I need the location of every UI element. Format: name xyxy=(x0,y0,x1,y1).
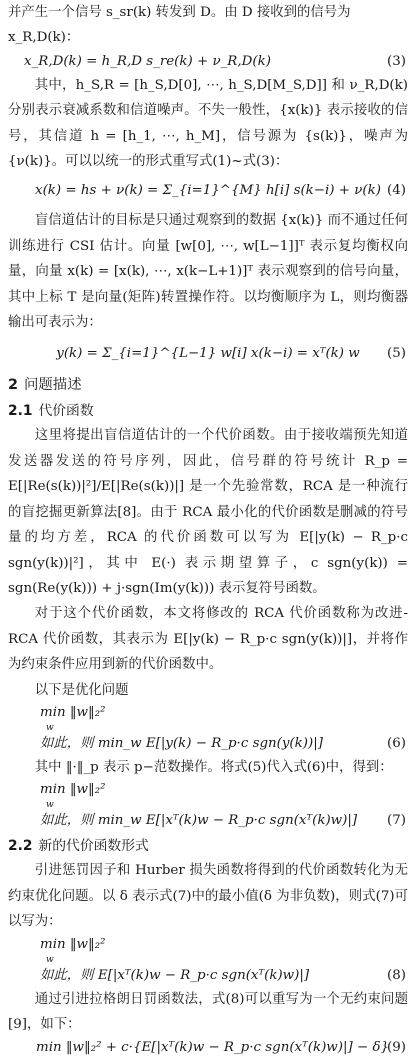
paragraph-intro-line-2: x_R,D(k)： xyxy=(8,30,80,46)
equation-8 xyxy=(8,965,408,987)
paragraph-penalty-factor: 引进惩罚因子和 Hurber 损失函数将得到的代价函数转化为无约束优化问题。以 δ 表示式(7)中的最小值(δ 为非负数)，则式(7)可以写为： xyxy=(8,863,408,930)
equation-3 xyxy=(8,51,408,73)
paragraph-improved-rca: 对于这个代价函数，本文将修改的 RCA 代价函数称为改进-RCA 代价函数，其表示为 E[|y(k) − R_p·c sgn(y(k))|]，并将作为约束条件应用到新的代价函数中。 xyxy=(8,606,408,673)
paragraph-norm-definition: 其中 ‖·‖_p 表示 p−范数操作。将式(5)代入式(6)中，得到： xyxy=(34,759,393,775)
equation-7 xyxy=(8,810,408,832)
subsection-2-1-heading xyxy=(8,399,408,423)
minimize-expression-b xyxy=(8,780,408,810)
equation-4 xyxy=(8,180,408,202)
minimize-a-subscript: w xyxy=(46,722,54,733)
minimize-b-body: min ‖w‖₂² xyxy=(40,782,106,798)
subsection-2-1-number: 2.1 xyxy=(8,403,33,420)
paragraph-cost-function: 这里将提出盲信道估计的一个代价函数。由于接收端预先知道发送器发送的符号序列，因此，信号群的符号统计 R_p = E[|Re(s(k))|²]/E[|Re(s(k))|] 是一个先验常数，RCA 是一种流行的盲挖掘更新算法[8]。由于 RCA 最小化的代价函数是删减的符号量的均方差，RCA 的代价函数可以写为 E[|y(k) − R_p·c sgn(y(k))|²]，其中 E(·) 表示期望算子，c sgn(y(k)) = sgn(Re(y(k))) + j·sgn(Im(y(k))) 表示复符号函数。 xyxy=(8,428,408,596)
minimize-a-body: min ‖w‖₂² xyxy=(40,704,106,720)
equation-3-number: (3) xyxy=(387,53,406,69)
equation-9-body: min ‖w‖₂² + c·{E[|xᵀ(k)w − R_p·c sgn(xᵀ(k)w)|] − δ} xyxy=(36,1040,390,1056)
equation-6-number: (6) xyxy=(387,735,406,751)
subsection-2-2-heading xyxy=(8,834,408,858)
equation-5 xyxy=(8,343,408,365)
section-2-heading xyxy=(8,373,408,398)
paragraph-blind-estimation: 盲信道估计的目标是只通过观察到的数据 {x(k)} 而不通过任何训练进行 CSI 估计。向量 [w[0], ⋯, w[L−1]]ᵀ 表示复均衡权向量，向量 x(k) = [x(k), ⋯, x(k−L+1)]ᵀ 表示观察到的信号向量，其中上标 T 是向量(矩阵)转置操作符。以均衡顺序为 L，则均衡器输出可表示为： xyxy=(8,213,408,331)
equation-3-body: x_R,D(k) = h_R,D s_re(k) + ν_R,D(k) xyxy=(24,53,271,69)
paragraph-channel-model: 其中，h_S,R = [h_S,D[0], ⋯, h_S,D[M_S,D]] 和 ν_R,D(k) 分别表示衰减系数和信道噪声。不失一般性，{x(k)} 表示接收的信号，其信道 h = [h_1, ⋯, h_M]，信号源为 {s(k)}，噪声为 {ν(k)}。可以以统一的形式重写式(1)~式(3)： xyxy=(8,77,408,170)
equation-7-number: (7) xyxy=(387,813,406,829)
equation-4-body: x(k) = hs + ν(k) = Σ_{i=1}^{M} h[i] s(k−i) + ν(k) xyxy=(35,183,381,199)
minimize-c-subscript: w xyxy=(46,954,54,965)
equation-8-body: 如此，则 E[|xᵀ(k)w − R_p·c sgn(xᵀ(k)w)|] xyxy=(40,967,310,983)
equation-5-number: (5) xyxy=(387,346,406,362)
equation-9-number: (9) xyxy=(387,1040,406,1056)
section-2-title: 问题描述 xyxy=(24,377,82,394)
equation-7-body: 如此，则 min_w E[|xᵀ(k)w − R_p·c sgn(xᵀ(k)w)|] xyxy=(40,813,358,829)
equation-9 xyxy=(8,1037,408,1059)
paragraph-intro-line: 并产生一个信号 s_sr(k) 转发到 D。由 D 接收到的信号为 xyxy=(8,5,351,20)
section-2-number: 2 xyxy=(8,377,19,394)
equation-4-number: (4) xyxy=(387,183,406,199)
minimize-expression-c xyxy=(8,935,408,965)
equation-6 xyxy=(8,733,408,755)
equation-5-body: y(k) = Σ_{i=1}^{L−1} w[i] x(k−i) = xᵀ(k) w xyxy=(56,346,360,362)
subsection-2-1-title: 代价函数 xyxy=(38,403,94,420)
equation-8-number: (8) xyxy=(387,967,406,983)
equation-6-body: 如此，则 min_w E[|y(k) − R_p·c sgn(y(k))|] xyxy=(40,735,323,751)
minimize-expression-a xyxy=(8,703,408,733)
minimize-c-body: min ‖w‖₂² xyxy=(40,936,106,952)
minimize-b-subscript: w xyxy=(46,800,54,811)
subsection-2-2-title: 新的代价函数形式 xyxy=(38,838,149,855)
paragraph-lagrange: 通过引进拉格朗日罚函数法，式(8)可以重写为一个无约束问题[9]，如下： xyxy=(8,991,408,1032)
paragraph-optimization-intro: 以下是优化问题 xyxy=(34,682,129,698)
subsection-2-2-number: 2.2 xyxy=(8,838,33,855)
